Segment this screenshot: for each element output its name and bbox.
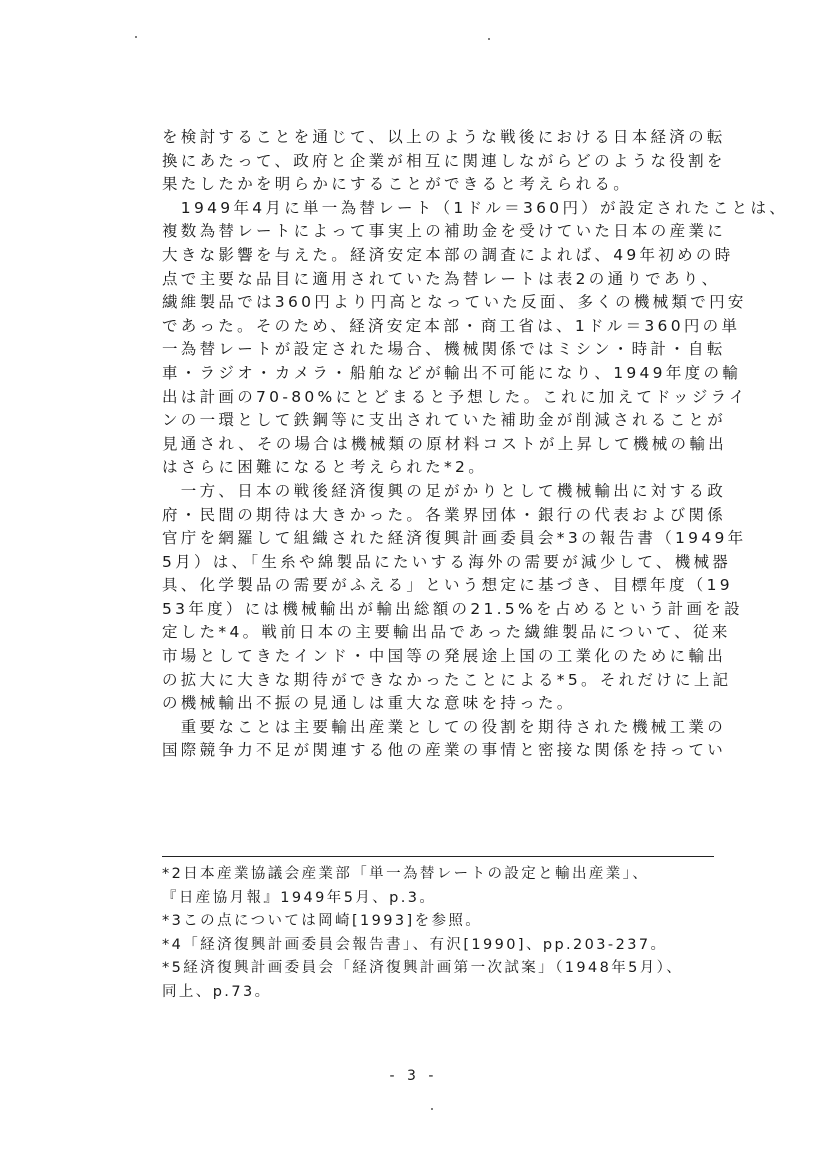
body-line: 具、化学製品の需要がふえる」という想定に基づき、目標年度（19 <box>162 576 733 595</box>
body-line: 国際競争力不足が関連する他の産業の事情と密接な関係を持ってい <box>162 741 727 760</box>
body-line: 5月）は、「生糸や綿製品にたいする海外の需要が減少して、機械器 <box>162 552 732 571</box>
body-line: 見通され、その場合は機械類の原材料コストが上昇して機械の輸出 <box>162 434 727 453</box>
body-line: 1949年4月に単一為替レート（1ドル＝360円）が設定されたことは、 <box>162 198 789 217</box>
body-line: 一為替レートが設定された場合、機械関係ではミシン・時計・自転 <box>162 340 726 359</box>
body-line: 繊維製品では360円より円高となっていた反面、多くの機械類で円安 <box>162 293 747 312</box>
body-line: の拡大に大きな期待ができなかったことによる*5。それだけに上記 <box>162 670 732 689</box>
body-line: であった。そのため、経済安定本部・商工省は、1ドル＝360円の単 <box>162 316 741 335</box>
footnote-line: *2日本産業協議会産業部「単一為替レートの設定と輸出産業」、 <box>162 866 650 882</box>
footnote-line: *3この点については岡崎[1993]を参照。 <box>162 913 483 930</box>
footnotes <box>162 863 732 1005</box>
footnote-line: *5経済復興計画委員会「経済復興計画第一次試案」（1948年5月）、 <box>162 960 684 977</box>
body-line: はさらに困難になると考えられた*2。 <box>162 458 488 477</box>
body-line: 府・民間の期待は大きかった。各業界団体・銀行の代表および関係 <box>162 505 727 524</box>
body-line: 大きな影響を与えた。経済安定本部の調査によれば、49年初めの時 <box>162 245 734 264</box>
body-line: 出は計画の70-80%にとどまると予想した。これに加えてドッジライ <box>162 387 748 406</box>
body-line: を検討することを通じて、以上のような戦後における日本経済の転 <box>162 128 726 146</box>
body-line: の機械輸出不振の見通しは重大な意味を持った。 <box>162 694 576 713</box>
footnote-line: 同上、p.73。 <box>162 983 272 1000</box>
body-line: ンの一環として鉄鋼等に支出されていた補助金が削減されることが <box>162 411 727 430</box>
body-line: 換にあたって、政府と企業が相互に関連しながらどのような役割を <box>162 151 726 170</box>
body-line: 車・ラジオ・カメラ・船舶などが輸出不可能になり、1949年度の輸 <box>162 363 742 382</box>
footnote-rule <box>162 856 714 857</box>
scan-speck <box>135 36 137 38</box>
page-number: - 3 - <box>389 1068 438 1084</box>
body-line: 一方、日本の戦後経済復興の足がかりとして機械輸出に対する政 <box>162 481 727 500</box>
scan-speck <box>431 1108 433 1110</box>
body-line: 点で主要な品目に適用されていた為替レートは表2の通りであり、 <box>162 269 721 288</box>
body-text <box>162 126 789 763</box>
body-line: 重要なことは主要輸出産業としての役割を期待された機械工業の <box>162 717 727 736</box>
footnote-line: 『日産協月報』1949年5月、p.3。 <box>162 889 437 906</box>
body-line: 53年度）には機械輸出が輸出総額の21.5%を占めるという計画を設 <box>162 599 743 618</box>
body-line: 官庁を網羅して組織された経済復興計画委員会*3の報告書（1949年 <box>162 529 747 548</box>
body-line: 果たしたかを明らかにすることができると考えられる。 <box>162 175 633 194</box>
scan-speck <box>488 38 490 40</box>
body-line: 複数為替レートによって事実上の補助金を受けていた日本の産業に <box>162 222 727 241</box>
body-line: 市場としてきたインド・中国等の発展途上国の工業化のために輸出 <box>162 647 727 666</box>
footnote-line: *4「経済復興計画委員会報告書」、有沢[1990]、pp.203-237。 <box>162 936 668 953</box>
body-line: 定した*4。戦前日本の主要輸出品であった繊維製品について、従来 <box>162 623 731 642</box>
